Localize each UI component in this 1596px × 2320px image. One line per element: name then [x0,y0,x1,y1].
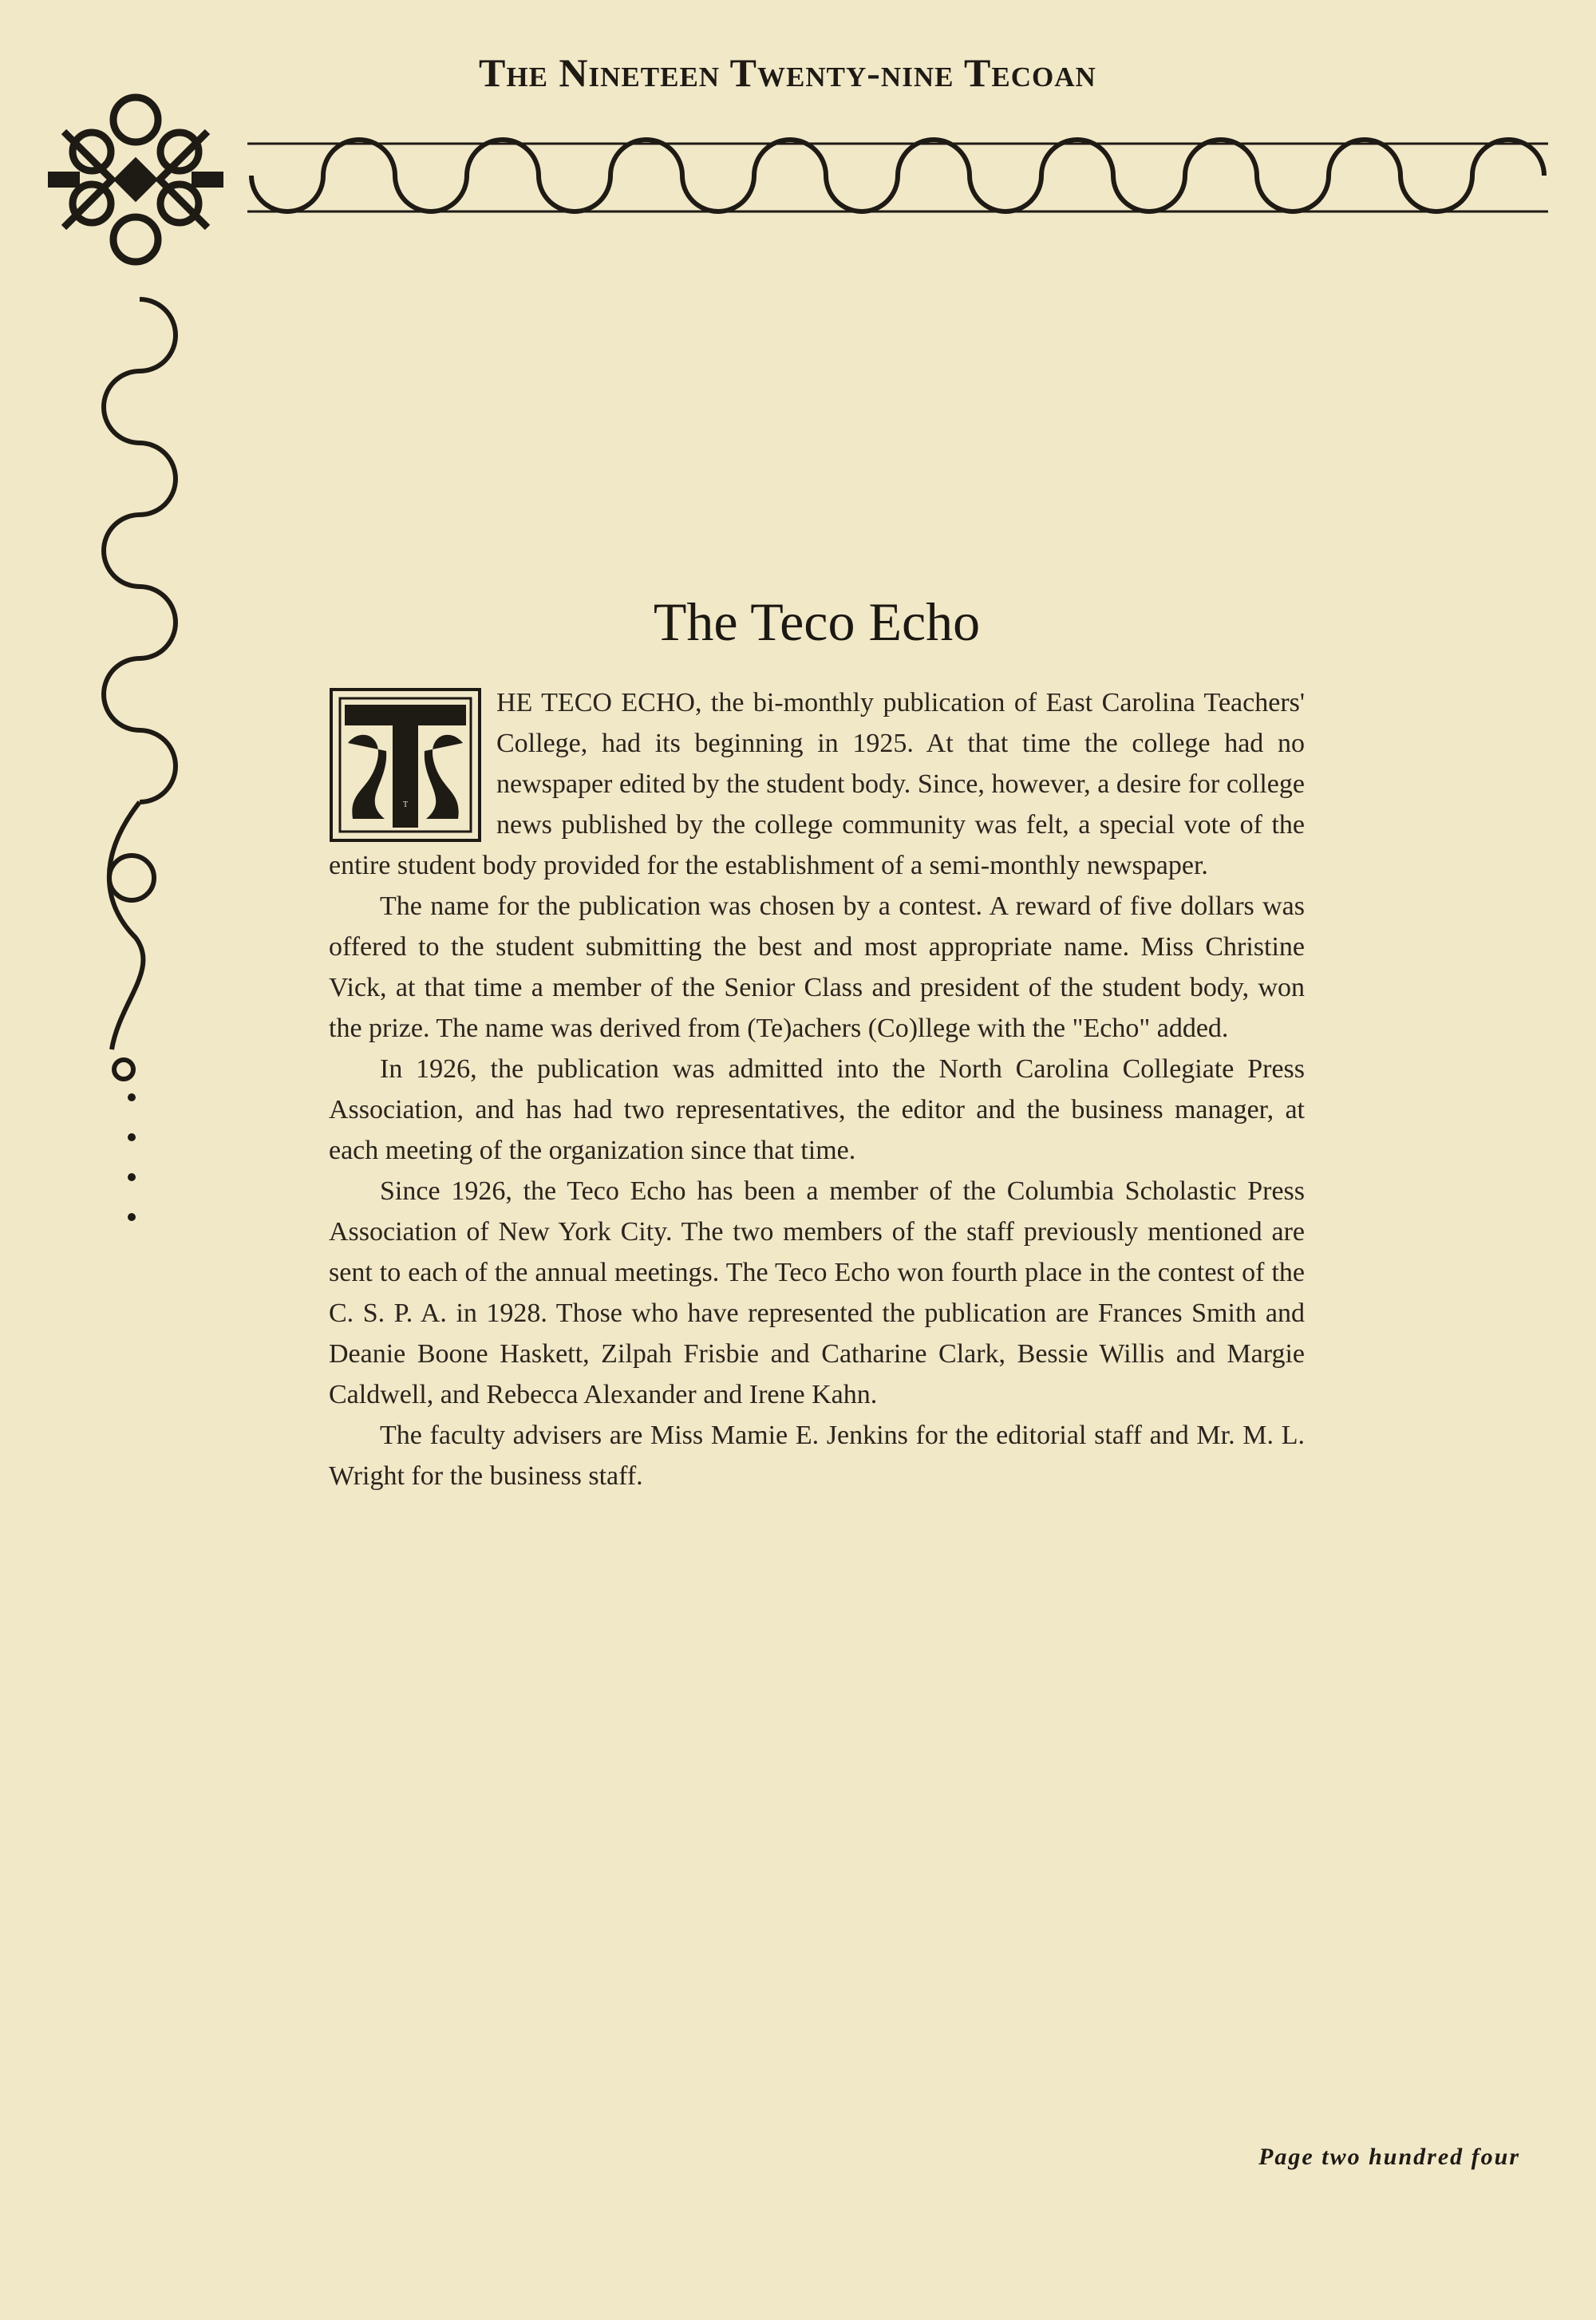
page-number: Page two hundred four [1258,2144,1520,2170]
article-title: The Teco Echo [653,591,981,652]
paragraph-5: The faculty advisers are Miss Mamie E. Jenkins for the editorial staff and Mr. M. L. Wright for the business staff. [329,1421,1305,1491]
drop-cap-t-icon [329,687,482,843]
decorative-dots [128,1093,144,1253]
paragraph-4: Since 1926, the Teco Echo has been a member of the Columbia Scholastic Press Association of New York City. The two members of the staff previously mentioned are sent to each of the annual meetings. The Teco Echo won fourth place in the contest of the C. S. P. A. in 1928. Those who have represented the publication are Frances Smith and Deanie Boone Haskett, Zilpah Frisbie and Catharine Clark, Bessie Willis and Margie Caldwell, and Rebecca Alexander and Irene Kahn. [329,1176,1305,1409]
article [329,591,1305,1496]
drop-cap-letter: T [402,800,409,809]
paragraph-2: The name for the publication was chosen by a contest. A reward of five dollars was offered to the student submitting the best and most appropriate name. Miss Christine Vick, at that time a member of the Senior Class and president of the student body, won the prize. The name was derived from (Te)achers (Co)llege with the "Echo" added. [329,891,1305,1043]
running-head: The Nineteen Twenty-nine Tecoan [479,50,1096,95]
article-body [329,682,1305,1496]
corner-ornament-icon [32,84,239,271]
top-scroll-border-icon [239,132,1564,219]
paragraph-1-text: HE TECO ECHO, the bi-monthly publication of East Carolina Teachers' College, had its beginning in 1925. At that time the college had no newspaper edited by the student body. Since, however, a desire for college news published by the college community was felt, a special vote of the entire student body provided for the establishment of a semi-monthly newspaper. [329,688,1305,880]
left-scroll-border-icon [88,283,192,1081]
paragraph-1 [329,682,1305,886]
paragraph-3: In 1926, the publication was admitted into the North Carolina Collegiate Press Association, and has had two representatives, the editor and the business manager, at each meeting of the organization since that time. [329,1054,1305,1165]
